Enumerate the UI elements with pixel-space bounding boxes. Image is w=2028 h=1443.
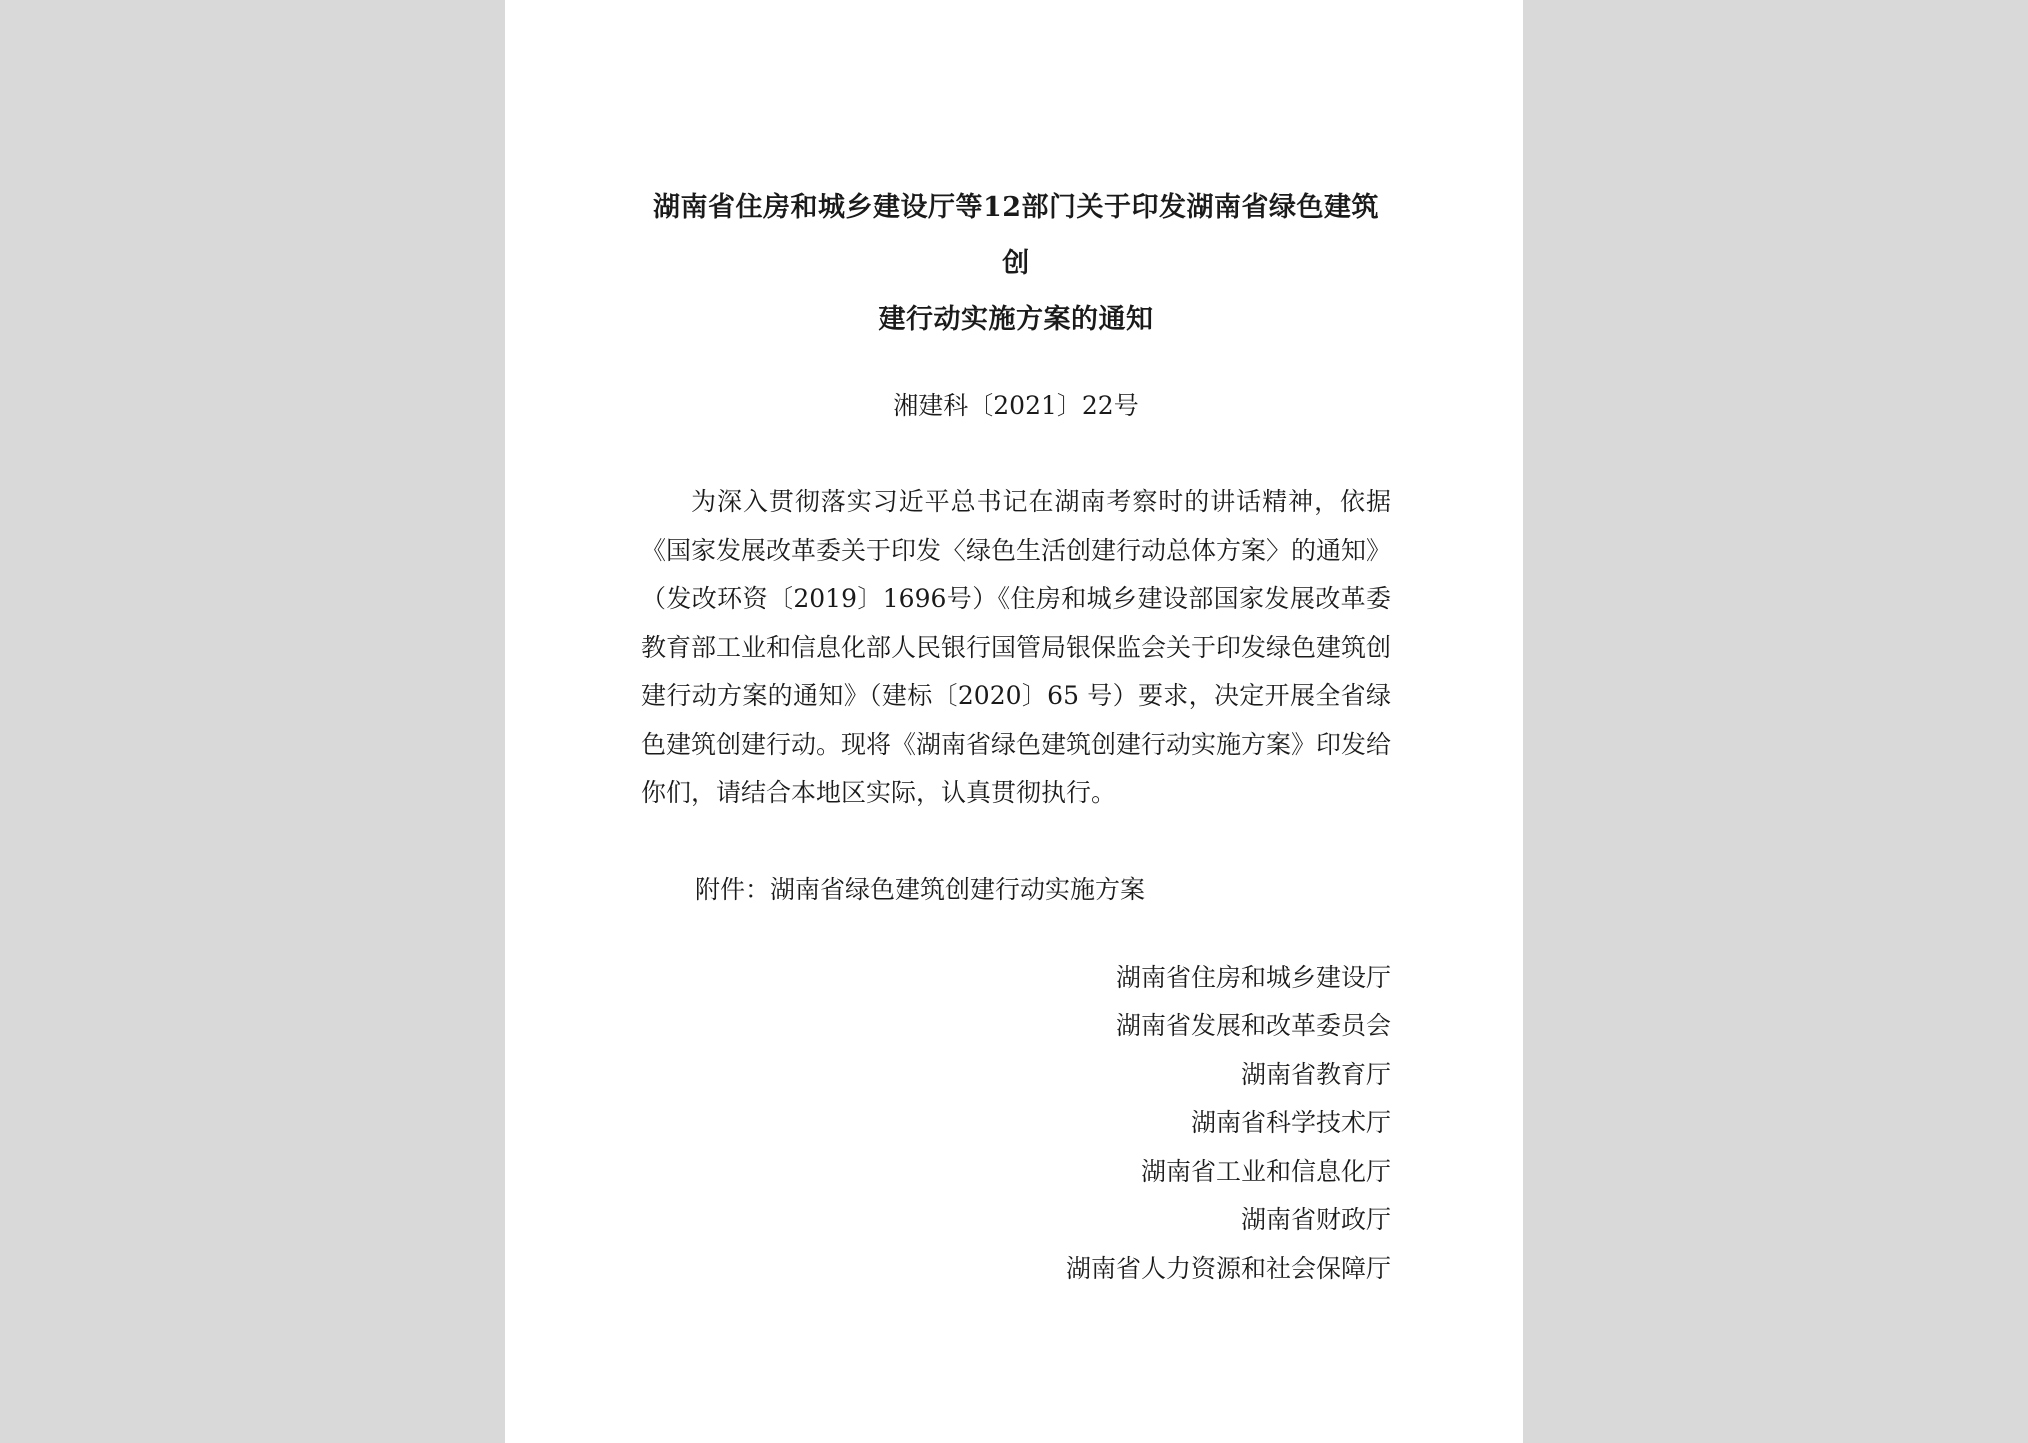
document-page (505, 0, 1523, 1443)
body-paragraph: 为深入贯彻落实习近平总书记在湖南考察时的讲话精神，依据《国家发展改革委关于印发〈绿色生活创建行动总体方案〉的通知》（发改环资〔2019〕1696号）《住房和城乡建设部国家发展改革委教育部工业和信息化部人民银行国管局银保监会关于印发绿色建筑创建行动方案的通知》（建标〔2020〕65 号）要求，决定开展全省绿色建筑创建行动。现将《湖南省绿色建筑创建行动实施方案》印发给你们，请结合本地区实际，认真贯彻执行。 (641, 487, 1392, 807)
title-line-1: 湖南省住房和城乡建设厅等12部门关于印发湖南省绿色建筑创 (652, 192, 1380, 279)
signatory-item: 湖南省教育厅 (1240, 1059, 1391, 1089)
signatory-item: 湖南省住房和城乡建设厅 (1115, 962, 1391, 992)
signatory-list (641, 954, 1391, 1294)
signatory-item: 湖南省科学技术厅 (1190, 1108, 1391, 1137)
document-title (641, 180, 1391, 348)
signatory-item: 湖南省工业和信息化厅 (1140, 1156, 1391, 1186)
attachment-line: 附件：湖南省绿色建筑创建行动实施方案 (695, 874, 1146, 904)
document-content (641, 180, 1391, 1293)
signatory-item: 湖南省发展和改革委员会 (1115, 1011, 1391, 1040)
signatory-item: 湖南省财政厅 (1240, 1205, 1391, 1234)
title-line-2: 建行动实施方案的通知 (878, 304, 1154, 335)
document-number: 湘建科〔2021〕22号 (893, 391, 1139, 420)
signatory-item: 湖南省人力资源和社会保障厅 (1065, 1253, 1391, 1283)
